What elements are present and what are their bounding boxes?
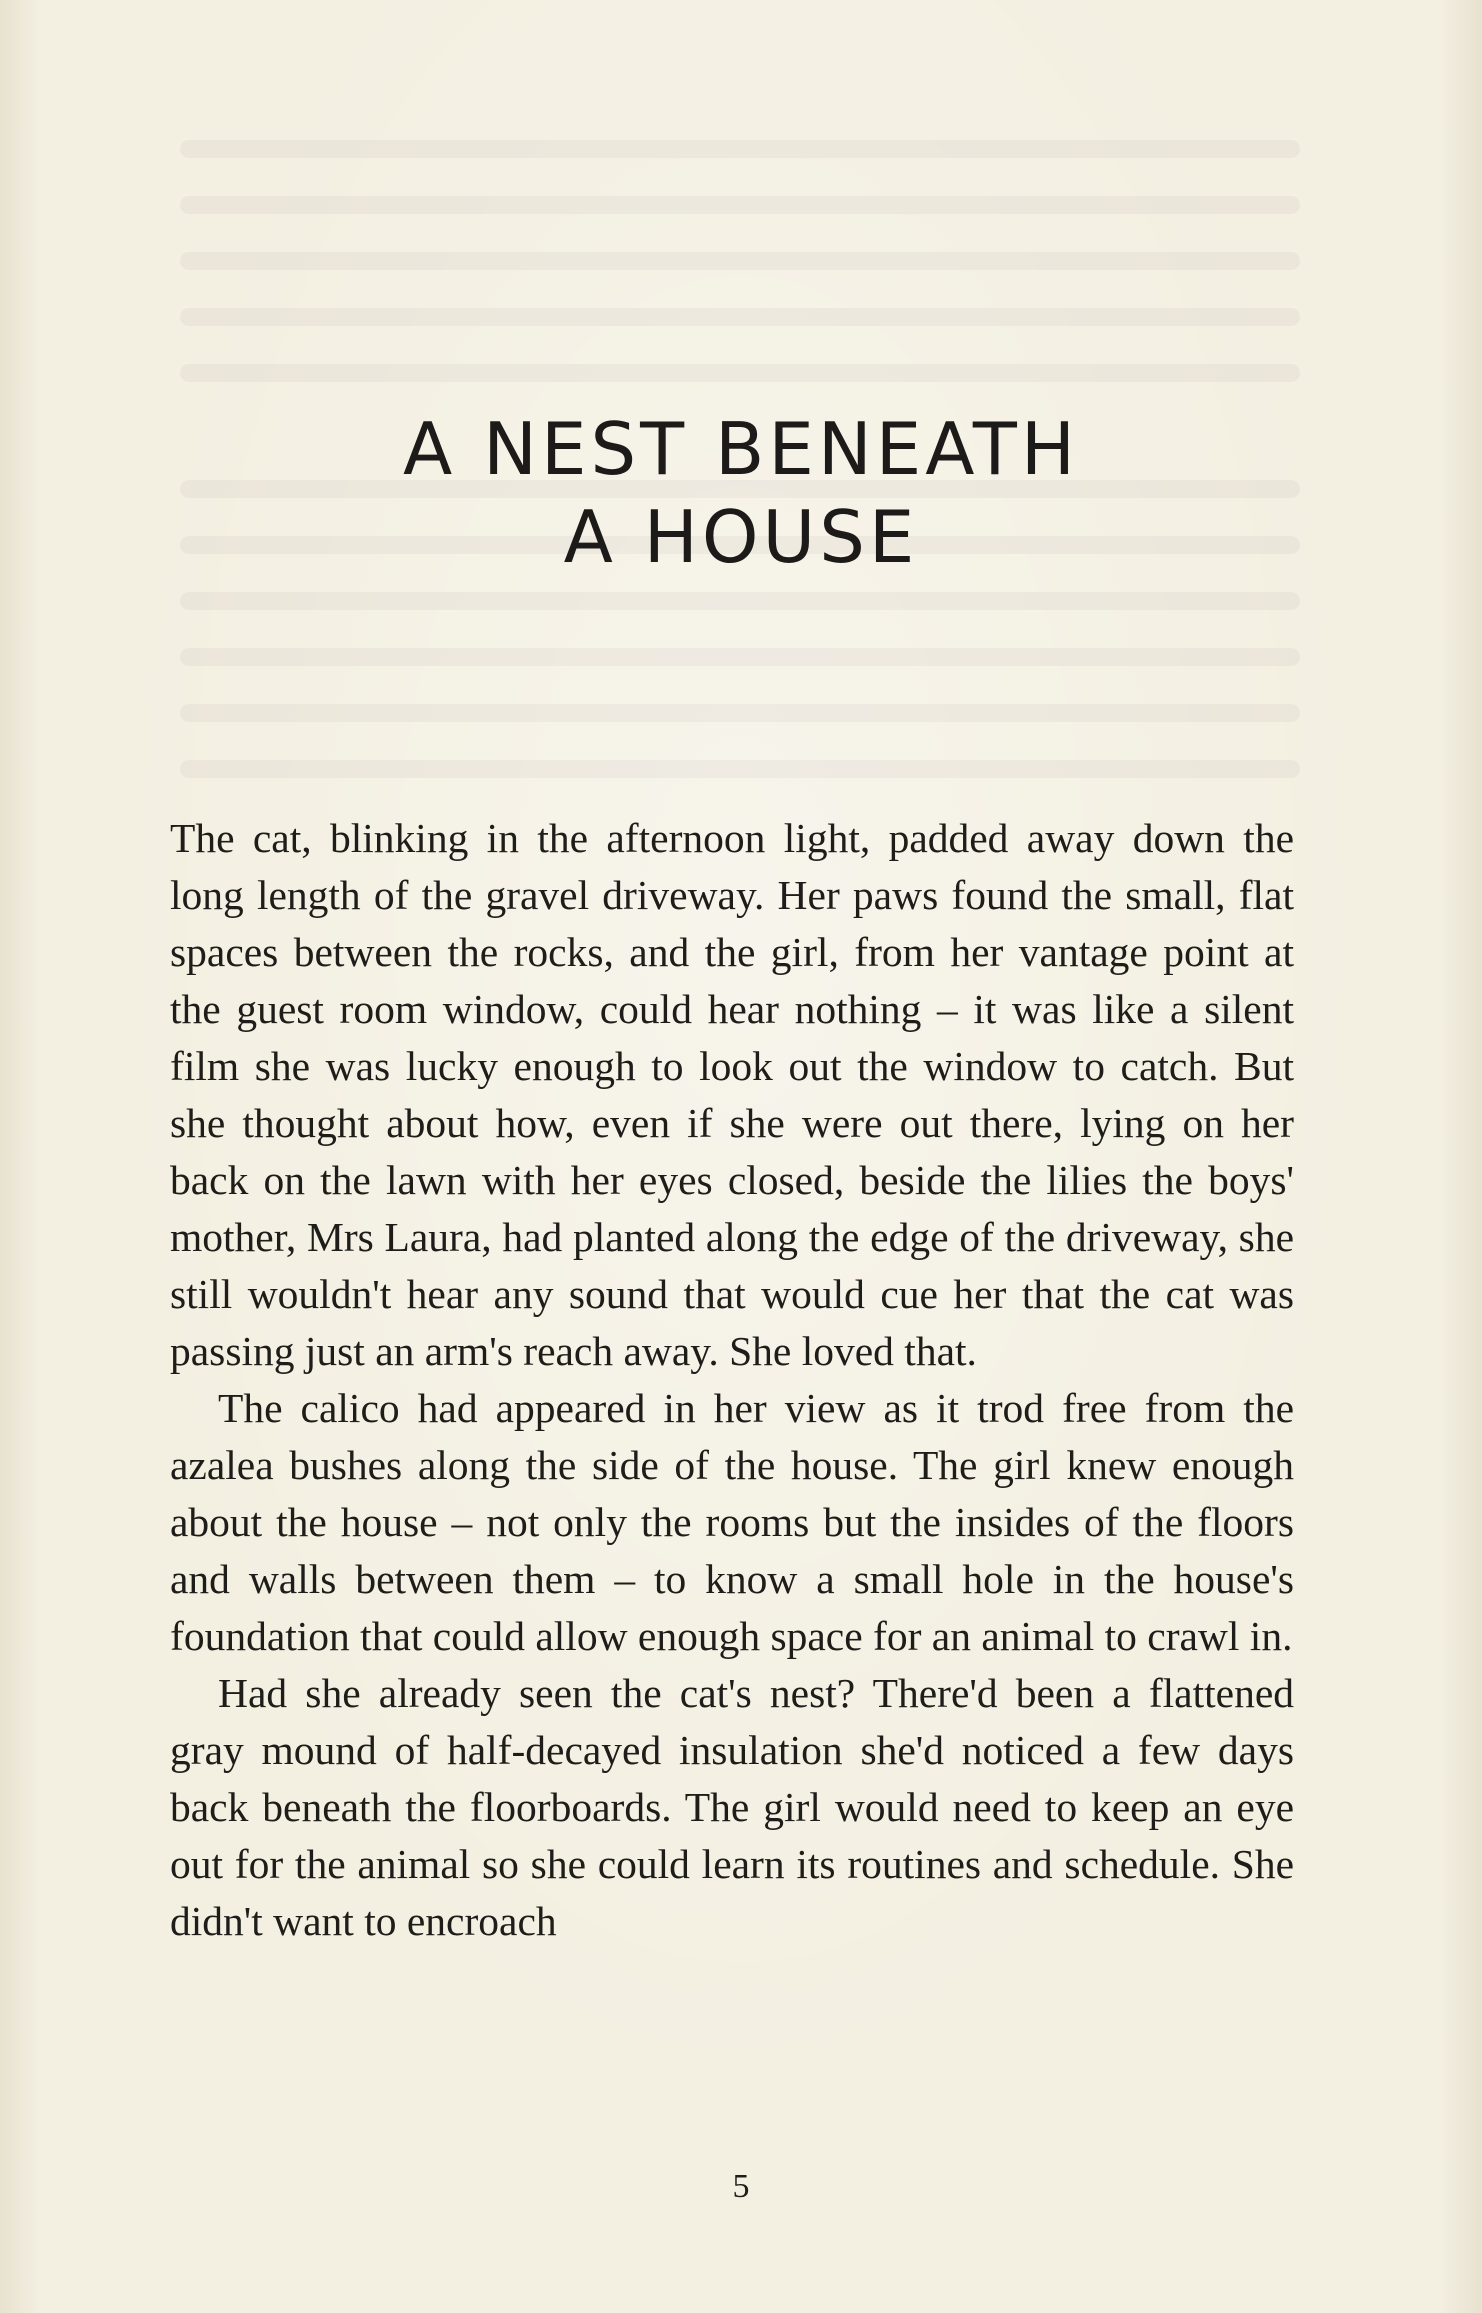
show-through-line bbox=[180, 252, 1300, 270]
page-number: 5 bbox=[732, 2168, 750, 2205]
paragraph-1: The cat, blinking in the afternoon light, padded away down the long length of the gravel driveway. Her paws found the small, flat spaces between the rocks, and the girl, from her vantage point at the guest room window, could hear nothing – it was like a silent film she was lucky enough to look out the window to catch. But she thought about how, even if she were out there, lying on her back on the lawn with her eyes closed, beside the lilies the boys' mother, Mrs Laura, had planted along the edge of the driveway, she still wouldn't hear any sound that would cue her that the cat was passing just an arm's reach away. She loved that. bbox=[170, 815, 1294, 1374]
show-through-line bbox=[180, 196, 1300, 214]
show-through-line bbox=[180, 760, 1300, 778]
show-through-line bbox=[180, 704, 1300, 722]
show-through-line bbox=[180, 308, 1300, 326]
show-through-line bbox=[180, 592, 1300, 610]
paragraph-2: The calico had appeared in her view as it trod free from the azalea bushes along the side of the house. The girl knew enough about the house – not only the rooms but the insides of the floors and walls between them – to know a small hole in the house's foundation that could allow enough space for an animal to crawl in. bbox=[170, 1385, 1294, 1659]
chapter-title bbox=[0, 405, 1482, 581]
chapter-body bbox=[170, 810, 1294, 1950]
chapter-title-line-2: A HOUSE bbox=[563, 495, 919, 579]
show-through-line bbox=[180, 364, 1300, 382]
chapter-title-line-1: A NEST BENEATH bbox=[402, 407, 1080, 491]
paragraph-3: Had she already seen the cat's nest? There'd been a flattened gray mound of half-decayed insulation she'd noticed a few days back beneath the floorboards. The girl would need to keep an eye out for the animal so she could learn its routines and schedule. She didn't want to encroach bbox=[170, 1670, 1294, 1944]
show-through-line bbox=[180, 140, 1300, 158]
show-through-line bbox=[180, 648, 1300, 666]
